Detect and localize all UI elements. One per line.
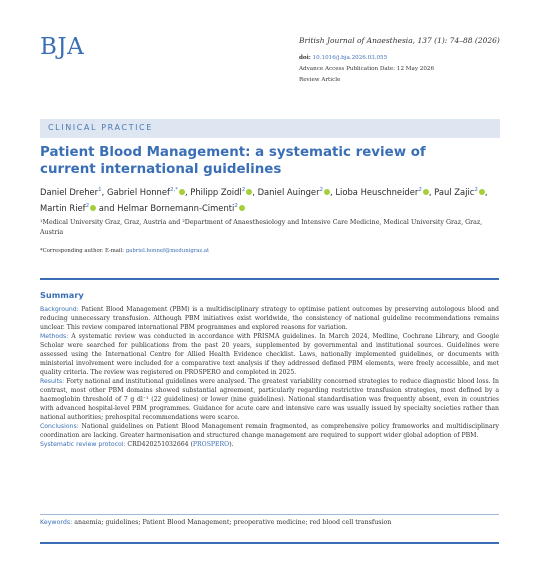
journal-citation: British Journal of Anaesthesia, 137 (1): 74–88 (2026) xyxy=(299,36,500,45)
author-name: Daniel Dreher xyxy=(40,186,99,197)
author-name: Martin Rief xyxy=(40,202,86,213)
article-type: Review Article xyxy=(299,77,341,83)
author-name: Daniel Auinger xyxy=(257,186,320,197)
author-list xyxy=(40,183,510,215)
keywords-rule xyxy=(40,514,499,515)
corresponding-email-link[interactable]: gabriel.honnef@medunigraz.at xyxy=(125,248,210,254)
protocol-end: ). xyxy=(229,441,234,448)
author-separator: and xyxy=(96,202,118,213)
author xyxy=(335,187,434,197)
corresponding-label: *Corresponding author. E-mail: xyxy=(40,248,126,254)
author-affiliation-marker: 2 xyxy=(418,187,422,193)
author-separator: , xyxy=(330,186,336,197)
section-band xyxy=(40,119,500,138)
abstract-methods xyxy=(40,332,499,377)
prospero-link[interactable]: PROSPERO xyxy=(192,441,230,448)
author-affiliation-marker: 2 xyxy=(85,202,90,209)
background-label: Background: xyxy=(40,306,79,313)
section-label: CLINICAL PRACTICE xyxy=(48,123,153,132)
author-name: Lioba Heuschneider xyxy=(335,186,419,197)
author xyxy=(190,187,257,197)
author-affiliation-marker: 1 xyxy=(98,187,102,193)
protocol-label: Systematic review protocol: xyxy=(40,441,126,448)
keywords xyxy=(40,519,500,526)
author-affiliation-marker: 2 xyxy=(319,187,324,193)
author-separator: , xyxy=(184,186,191,197)
author xyxy=(434,187,487,197)
author xyxy=(40,187,107,197)
doi-link[interactable]: 10.1016/j.bja.2026.03.055 xyxy=(312,55,388,61)
abstract-protocol xyxy=(40,440,499,449)
author-name: Philipp Zoidl xyxy=(190,186,242,197)
abstract-conclusions xyxy=(40,422,499,440)
keywords-label: Keywords: xyxy=(40,519,73,526)
author-name: Helmar Bornemann-Cimenti xyxy=(117,202,235,213)
article-title: Patient Blood Management: a systematic review of current international guidelines xyxy=(40,145,426,177)
bottom-rule xyxy=(40,542,499,544)
author-separator: , xyxy=(428,186,435,197)
doi-line xyxy=(299,55,387,61)
author-name: Paul Zajic xyxy=(434,186,475,197)
background-text: Patient Blood Management (PBM) is a multidisciplinary strategy to optimise patient outcomes by preserving autologous blood and reducing unnecessary transfusion. Although PBM initiatives exist worldwide, the consistency of national guideline recommendations remains unclear. This review compared international PBM programmes and explored reasons for variation. xyxy=(40,306,499,331)
author xyxy=(107,187,190,197)
doi-label: doi: xyxy=(299,55,311,61)
advance-access-date: Advance Access Publication Date: 12 May 2026 xyxy=(299,66,435,72)
author-affiliation-marker: 2 xyxy=(474,187,478,193)
conclusions-label: Conclusions: xyxy=(40,423,79,430)
corresponding-author xyxy=(40,248,209,254)
conclusions-text: National guidelines on Patient Blood Management remain fragmented, as comprehensive policy frameworks and multidisciplinary coordination are lacking. Greater harmonisation and structured change management are required to support wider global adoption of PBM. xyxy=(40,423,499,439)
summary-top-rule xyxy=(40,278,499,280)
methods-label: Methods: xyxy=(40,333,69,340)
author xyxy=(117,203,245,213)
author-name: Gabriel Honnef xyxy=(106,186,170,197)
author-affiliation-marker: 2 xyxy=(234,202,238,209)
author xyxy=(40,203,117,213)
affiliations: ¹Medical University Graz, Graz, Austria and ²Department of Anaesthesiology and Intensive Care Medicine, Medical University Graz, Graz, Austria xyxy=(40,219,483,236)
methods-text: A systematic review was conducted in accordance with PRISMA guidelines. In March 2024, Medline, Cochrane Library, and Google Scholar were searched for publications from the past 20 years, supplemented by governmental and institutional sources. Guidelines were assessed using the International Centre for Allied Health Evidence checklist. Laws, nationally implemented guidelines, or documents with ministerial involvement were included for a comparative text analysis if they addressed defined PBM elements, were freely accessible, and met quality criteria. The review was registered on PROSPERO and completed in 2025. xyxy=(40,333,499,376)
orcid-icon[interactable] xyxy=(239,205,245,211)
protocol-id: CRD420251032664 ( xyxy=(125,441,193,448)
author-separator: , xyxy=(484,186,488,197)
author-affiliation-marker: 2 xyxy=(241,187,246,193)
journal-logo: BJA xyxy=(40,34,85,60)
results-text: Forty national and institutional guidelines were analysed. The greatest variability concerned strategies to reduce diagnostic blood loss. In contrast, most other PBM domains showed substantial agreement, particularly regarding restrictive transfusion strategies, most defined by a haemoglobin threshold of 7 g dl⁻¹ (22 guidelines) or lower (nine guidelines). National standardisation was frequently absent, even in countries with advanced hospital-level PBM programmes. Guidance for acute care and intensive care was usually issued by specialty societies rather than national authorities; prehospital recommendations were scarce. xyxy=(40,378,499,421)
abstract-results xyxy=(40,377,499,422)
results-label: Results: xyxy=(40,378,65,385)
author xyxy=(258,187,336,197)
author-separator: , xyxy=(252,186,258,197)
keywords-text: anaemia; guidelines; Patient Blood Management; preoperative medicine; red blood cell transfusion xyxy=(72,519,392,526)
abstract-body xyxy=(40,305,499,449)
author-affiliation-marker: 2,* xyxy=(169,187,178,193)
abstract-background xyxy=(40,305,499,332)
summary-heading: Summary xyxy=(40,290,84,300)
author-separator: , xyxy=(101,186,107,197)
